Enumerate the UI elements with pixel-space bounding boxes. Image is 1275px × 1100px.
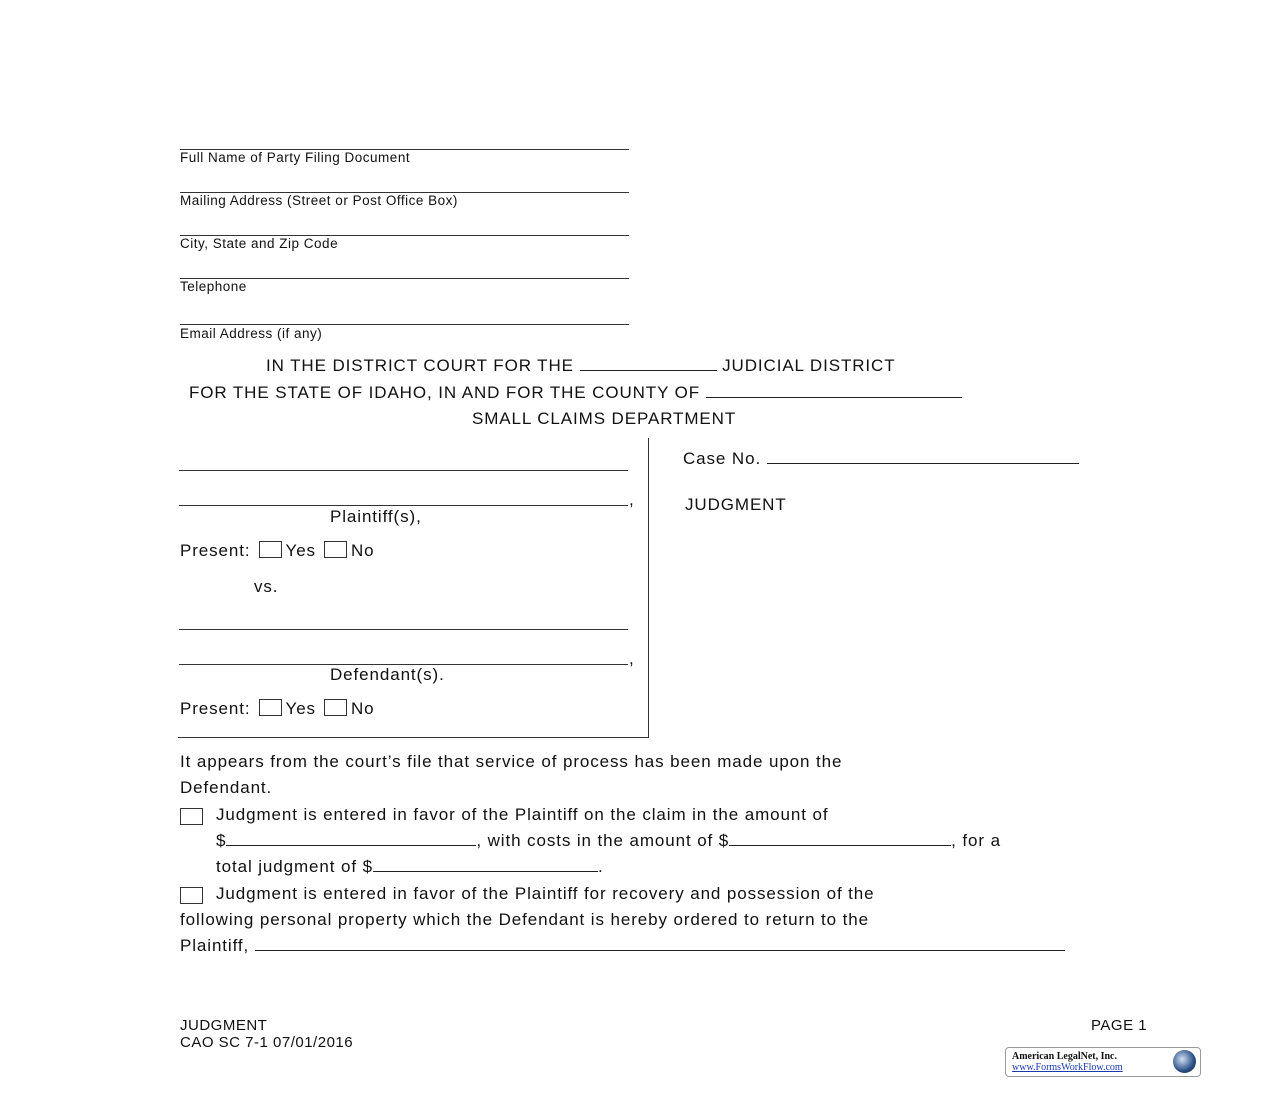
option1-line-2 xyxy=(216,831,1001,851)
present-label: Present: xyxy=(180,541,251,560)
telephone-label: Telephone xyxy=(180,279,247,294)
property-judgment-checkbox[interactable] xyxy=(180,887,203,904)
plaintiff-present-row xyxy=(180,541,375,561)
page-number: PAGE 1 xyxy=(1091,1017,1148,1034)
document-title: JUDGMENT xyxy=(685,495,787,514)
costs-amount-blank[interactable] xyxy=(729,831,951,846)
caption-bottom-rule xyxy=(178,737,649,738)
total-text: total judgment of $ xyxy=(216,857,373,876)
footer-form-id: CAO SC 7-1 07/01/2016 xyxy=(180,1034,354,1051)
county-blank[interactable] xyxy=(706,383,962,398)
option1-line-1: Judgment is entered in favor of the Plaintiff on the claim in the amount of xyxy=(216,805,829,824)
globe-icon xyxy=(1173,1050,1196,1073)
caption-divider xyxy=(648,438,649,737)
american-legalnet-logo[interactable] xyxy=(1005,1047,1201,1077)
logo-name: American LegalNet, Inc. xyxy=(1012,1051,1117,1062)
heading-text: IN THE DISTRICT COURT FOR THE xyxy=(266,356,574,375)
city-label: City, State and Zip Code xyxy=(180,236,339,251)
footer-title: JUDGMENT xyxy=(180,1017,268,1034)
name-label: Full Name of Party Filing Document xyxy=(180,150,411,165)
case-number-row xyxy=(683,449,1079,469)
plaintiff-line-2[interactable] xyxy=(179,505,628,506)
option2-line-3 xyxy=(180,936,1065,956)
comma: , xyxy=(629,649,635,668)
option2-line-1: Judgment is entered in favor of the Plaintiff for recovery and possession of the xyxy=(216,884,875,903)
logo-url-link[interactable]: www.FormsWorkFlow.com xyxy=(1012,1062,1123,1073)
money-judgment-checkbox[interactable] xyxy=(180,808,203,825)
yes-label: Yes xyxy=(285,541,316,560)
plaintiff-label: Plaintiff(s), xyxy=(330,507,422,526)
option1-line-3 xyxy=(216,857,604,877)
dollar-sign: $ xyxy=(216,831,227,850)
heading-line-2 xyxy=(189,383,962,403)
total-amount-blank[interactable] xyxy=(373,857,598,872)
property-description-blank[interactable] xyxy=(255,936,1065,951)
district-blank[interactable] xyxy=(580,356,717,371)
claim-amount-blank[interactable] xyxy=(226,831,476,846)
heading-text: JUDICIAL DISTRICT xyxy=(722,356,896,375)
defendant-present-row xyxy=(180,699,375,719)
costs-text: , with costs in the amount of $ xyxy=(476,831,730,850)
present-label: Present: xyxy=(180,699,251,718)
case-number-blank[interactable] xyxy=(767,449,1079,464)
heading-line-1 xyxy=(266,356,896,376)
intro-line-2: Defendant. xyxy=(180,778,273,797)
plaintiff-present-no-checkbox[interactable] xyxy=(324,541,347,558)
defendant-label: Defendant(s). xyxy=(330,665,445,684)
defendant-line-1[interactable] xyxy=(179,629,628,630)
address-label: Mailing Address (Street or Post Office Box) xyxy=(180,193,458,208)
email-label: Email Address (if any) xyxy=(180,326,323,341)
plaintiff-present-yes-checkbox[interactable] xyxy=(259,541,282,558)
case-no-label: Case No. xyxy=(683,449,762,468)
vs-label: vs. xyxy=(254,577,279,596)
email-line[interactable] xyxy=(180,324,629,325)
option2-line-2: following personal property which the Defendant is hereby ordered to return to the xyxy=(180,910,869,929)
heading-line-3: SMALL CLAIMS DEPARTMENT xyxy=(472,409,737,428)
plaintiff-line-1[interactable] xyxy=(179,470,628,471)
plaintiff-text: Plaintiff, xyxy=(180,936,250,955)
intro-line-1: It appears from the court’s file that service of process has been made upon the xyxy=(180,752,843,771)
no-label: No xyxy=(350,541,375,560)
yes-label: Yes xyxy=(285,699,316,718)
telephone-line[interactable] xyxy=(180,278,629,279)
defendant-present-yes-checkbox[interactable] xyxy=(259,699,282,716)
for-a-text: , for a xyxy=(951,831,1001,850)
heading-text: FOR THE STATE OF IDAHO, IN AND FOR THE COUNTY OF xyxy=(189,383,701,402)
no-label: No xyxy=(350,699,375,718)
defendant-present-no-checkbox[interactable] xyxy=(324,699,347,716)
comma: , xyxy=(629,490,635,509)
period: . xyxy=(597,857,604,876)
